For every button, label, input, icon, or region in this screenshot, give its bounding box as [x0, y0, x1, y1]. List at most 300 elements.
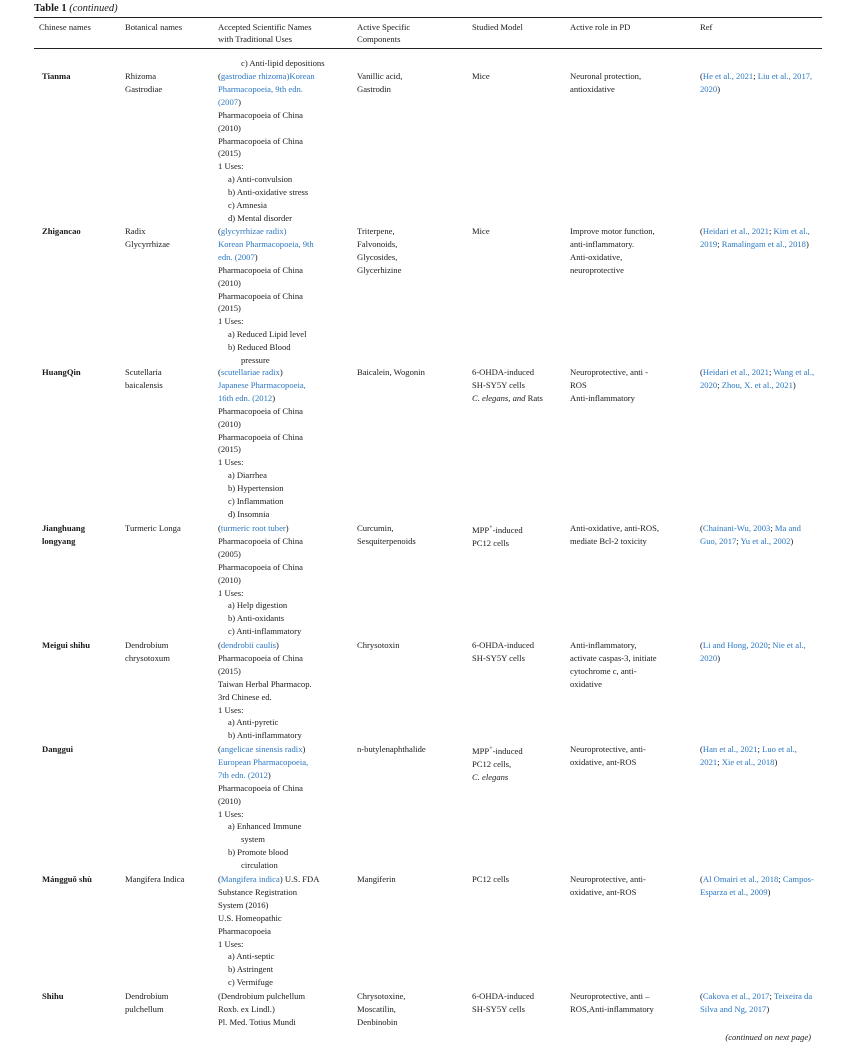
studied-model-line — [472, 70, 567, 83]
active-components-cell: Baicalein, Wogonin — [357, 367, 425, 377]
pharmacopoeia-link: 7th edn. (2012 — [218, 769, 268, 780]
scientific-names-cell — [218, 225, 354, 367]
line-text: c) Inflammation — [228, 496, 284, 507]
reference-punctuation: ( — [700, 226, 703, 236]
continued-footer: (continued on next page) — [725, 1032, 811, 1042]
line-text: 1 Uses: — [218, 161, 244, 172]
studied-model-cell — [472, 225, 567, 238]
reference-cell — [700, 522, 816, 548]
scientific-names-line — [218, 1016, 354, 1029]
model-text: PC12 cells — [472, 537, 510, 548]
pharmacopoeia-link: gastrodiae rhizoma)Korean — [220, 71, 315, 81]
scientific-names-line — [218, 315, 354, 328]
line-text-after: ) — [285, 523, 289, 533]
chinese-name-cell: Danggui — [42, 744, 74, 754]
scientific-names-line — [218, 341, 354, 354]
scientific-names-line — [218, 820, 354, 833]
reference-link[interactable]: Kim et al., 2019 — [700, 226, 810, 249]
superscript: + — [489, 525, 493, 531]
pharmacopoeia-link: dendrobii caulis — [220, 640, 277, 650]
studied-model-line — [472, 379, 567, 392]
scientific-names-line — [218, 912, 354, 925]
scientific-names-line — [218, 186, 354, 199]
botanical-name-cell: Dendrobium pulchellum — [125, 991, 169, 1014]
scientific-names-line — [218, 70, 354, 83]
line-text: (2010) — [218, 574, 241, 585]
scientific-names-line — [218, 625, 354, 638]
line-text: a) Reduced Lipid level — [228, 329, 307, 340]
line-text: Pharmacopoeia — [218, 925, 271, 936]
scientific-names-cell — [218, 743, 354, 872]
reference-punctuation: ; — [717, 238, 722, 249]
superscript: + — [489, 746, 493, 752]
scientific-names-line — [218, 302, 354, 315]
reference-link[interactable]: Luo et al., 2021 — [700, 744, 797, 767]
active-role-cell: Improve motor function, anti-inflammatory. Anti-oxidative, neuroprotective — [570, 226, 655, 275]
reference-punctuation: ( — [700, 640, 703, 650]
active-role-cell: Neuroprotective, anti- oxidative, ant-ROS — [570, 874, 646, 897]
pharmacopoeia-link: 16th edn. (2012 — [218, 392, 273, 403]
scientific-names-line — [218, 899, 354, 912]
active-role-cell: Neuroprotective, anti- oxidative, ant-ROS — [570, 744, 646, 767]
pharmacopoeia-link: Japanese Pharmacopoeia, — [218, 379, 306, 390]
line-text: Pharmacopoeia of China — [218, 431, 303, 442]
pharmacopoeia-link: Pharmacopoeia, 9th edn. — [218, 83, 303, 94]
line-text: ( — [218, 367, 221, 377]
line-text: (2010) — [218, 122, 241, 133]
scientific-names-line — [218, 392, 354, 405]
scientific-names-line — [218, 782, 354, 795]
reference-punctuation: ( — [700, 744, 703, 754]
reference-punctuation: ) — [805, 238, 809, 249]
studied-model-cell — [472, 70, 567, 83]
line-text: (2005) — [218, 548, 241, 559]
reference-punctuation: ; — [778, 874, 783, 884]
model-text: MPP — [472, 524, 490, 535]
pharmacopoeia-link: scutellariae radix — [220, 367, 280, 377]
scientific-names-line — [218, 379, 354, 392]
reference-link[interactable]: Campos-Esparza et al., 2009 — [700, 874, 814, 897]
reference-punctuation: ( — [700, 367, 703, 377]
line-text: b) Anti-oxidants — [228, 613, 285, 624]
botanical-name-cell: Radix Glycyrrhizae — [125, 226, 170, 249]
scientific-names-line — [218, 366, 354, 379]
line-text: (2010) — [218, 795, 241, 806]
scientific-names-cell — [218, 990, 354, 1029]
scientific-names-line — [218, 859, 354, 872]
line-text: b) Astringent — [228, 964, 274, 975]
studied-model-line — [472, 652, 567, 665]
reference-link[interactable]: Xie et al., 2018 — [721, 756, 775, 767]
line-text: Pharmacopoeia of China — [218, 561, 303, 572]
line-text: Pharmacopoeia of China — [218, 652, 303, 663]
line-text: Roxb. ex Lindl.) — [218, 1003, 275, 1014]
chinese-name-cell: Tianma — [42, 71, 71, 81]
scientific-names-line — [218, 277, 354, 290]
chinese-name-cell: HuangQin — [42, 367, 81, 377]
scientific-names-line — [218, 795, 354, 808]
scientific-names-cell — [218, 639, 354, 742]
line-text-after: ) — [267, 769, 271, 780]
scientific-names-line — [218, 482, 354, 495]
studied-model-line — [472, 990, 567, 1003]
reference-punctuation: ( — [700, 523, 703, 533]
line-text: 1 Uses: — [218, 587, 244, 598]
scientific-names-cell — [218, 873, 354, 989]
scientific-names-cell — [218, 522, 354, 638]
scientific-names-line — [218, 495, 354, 508]
scientific-names-line — [218, 109, 354, 122]
reference-link[interactable]: Heidari et al., 2021 — [702, 367, 769, 377]
line-text: 1 Uses: — [218, 938, 244, 949]
chinese-name-cell: Jianghuang longyang — [42, 523, 85, 546]
reference-punctuation: ; — [767, 640, 773, 650]
model-text: SH-SY5Y cells — [472, 1003, 525, 1014]
reference-link[interactable]: Ramalingam et al., 2018 — [721, 238, 806, 249]
line-text: Taiwan Herbal Pharmacop. — [218, 678, 312, 689]
studied-model-cell — [472, 366, 567, 405]
botanical-name-cell: Scutellaria baicalensis — [125, 367, 163, 390]
reference-punctuation: ) — [717, 652, 721, 663]
model-text: SH-SY5Y cells — [472, 379, 525, 390]
header-botanical-names: Botanical names — [125, 22, 183, 32]
reference-punctuation: ; — [753, 71, 758, 81]
active-components-cell: Triterpene, Falvonoids, Glycosides, Glycerhizine — [357, 226, 402, 275]
pharmacopoeia-link: Mangifera indica — [220, 874, 280, 884]
scientific-names-line — [218, 431, 354, 444]
scientific-names-line — [218, 328, 354, 341]
line-text: ( — [218, 523, 221, 533]
scientific-names-cell — [218, 57, 354, 70]
scientific-names-line — [218, 405, 354, 418]
reference-punctuation: ; — [768, 367, 774, 377]
reference-punctuation: ; — [717, 379, 722, 390]
scientific-names-line — [218, 704, 354, 717]
scientific-names-line — [218, 548, 354, 561]
scientific-names-line — [218, 96, 354, 109]
line-text: b) Anti-oxidative stress — [228, 187, 309, 198]
reference-cell — [700, 873, 816, 899]
scientific-names-line — [218, 612, 354, 625]
scientific-names-line — [218, 925, 354, 938]
reference-punctuation: ; — [770, 523, 775, 533]
line-text: Pharmacopoeia of China — [218, 535, 303, 546]
scientific-names-line — [218, 639, 354, 652]
active-components-cell: Curcumin, Sesquiterpenoids — [357, 523, 416, 546]
line-text: ( — [218, 744, 221, 754]
line-text: 1 Uses: — [218, 457, 244, 468]
botanical-name-cell: Turmeric Longa — [125, 523, 181, 533]
line-text: b) Hypertension — [228, 483, 284, 494]
line-text: a) Anti-pyretic — [228, 717, 279, 728]
model-text: 6-OHDA-induced — [472, 991, 535, 1001]
scientific-names-line — [218, 574, 354, 587]
active-components-cell: Vanillic acid, Gastrodin — [357, 71, 403, 94]
active-components-cell: Mangiferin — [357, 874, 396, 884]
reference-punctuation: ; — [768, 226, 774, 236]
reference-punctuation: ( — [700, 71, 703, 81]
header-active-role: Active role in PD — [570, 22, 631, 32]
chinese-name-cell: Shihu — [42, 991, 64, 1001]
chinese-name-cell: Meigui shihu — [42, 640, 90, 650]
reference-punctuation: ; — [736, 535, 741, 546]
reference-punctuation: ; — [769, 991, 774, 1001]
header-studied-model: Studied Model — [472, 22, 523, 32]
line-text: ( — [218, 640, 221, 650]
line-text: Pharmacopoeia of China — [218, 405, 303, 416]
line-text: ( — [218, 71, 221, 81]
table-caption — [34, 2, 118, 15]
scientific-names-line — [218, 469, 354, 482]
pharmacopoeia-link: (2007 — [218, 96, 239, 107]
reference-punctuation: ; — [717, 756, 722, 767]
reference-link[interactable]: He et al., 2021 — [702, 71, 754, 81]
scientific-names-line — [218, 456, 354, 469]
line-text: c) Anti-inflammatory — [228, 626, 302, 637]
line-text-after: ) — [254, 251, 258, 262]
reference-link[interactable]: Nie et al., 2020 — [700, 640, 806, 663]
model-text: PC12 cells — [472, 874, 510, 884]
reference-punctuation: ) — [766, 1003, 770, 1014]
line-text: Substance Registration — [218, 886, 298, 897]
studied-model-cell — [472, 522, 567, 550]
scientific-names-line — [218, 846, 354, 859]
scientific-names-line — [218, 665, 354, 678]
reference-punctuation: ( — [700, 874, 703, 884]
reference-link[interactable]: Ma and Guo, 2017 — [700, 523, 801, 546]
header-rule — [34, 48, 822, 49]
scientific-names-line — [218, 678, 354, 691]
line-text: 1 Uses: — [218, 808, 244, 819]
reference-punctuation: ) — [717, 83, 721, 94]
scientific-names-line — [218, 238, 354, 251]
line-text: (2010) — [218, 418, 241, 429]
active-role-cell: Neuroprotective, anti – ROS,Anti-inflammatory — [570, 991, 654, 1014]
chinese-name-cell: Zhigancao — [42, 226, 81, 236]
header-ref: Ref — [700, 22, 713, 32]
table-continued-note: (continued) — [69, 3, 118, 14]
species-name: C. elegans — [472, 771, 509, 782]
reference-cell — [700, 990, 816, 1016]
line-text: 3rd Chinese ed. — [218, 691, 272, 702]
line-text: c) Amnesia — [228, 200, 267, 211]
scientific-names-line — [218, 418, 354, 431]
scientific-names-line — [218, 990, 354, 1003]
line-text-after: ) — [279, 367, 283, 377]
species-name: C. elegans, and — [472, 392, 526, 403]
reference-link[interactable]: Heidari et al., 2021 — [702, 226, 769, 236]
scientific-names-line — [218, 57, 354, 70]
reference-cell — [700, 639, 816, 665]
studied-model-cell — [472, 743, 567, 784]
line-text: (2015) — [218, 303, 241, 314]
scientific-names-line — [218, 873, 354, 886]
scientific-names-line — [218, 729, 354, 742]
scientific-names-line — [218, 833, 354, 846]
active-components-cell: n-butylenaphthalide — [357, 744, 426, 754]
line-text: Pharmacopoeia of China — [218, 135, 303, 146]
studied-model-line — [472, 743, 567, 758]
line-text: 1 Uses: — [218, 704, 244, 715]
model-text: Mice — [472, 71, 490, 81]
model-text: 6-OHDA-induced — [472, 367, 535, 377]
header-scientific-names: Accepted Scientific Names with Traditional Uses — [218, 22, 312, 44]
active-role-cell: Anti-oxidative, anti-ROS, mediate Bcl-2 toxicity — [570, 523, 660, 546]
pharmacopoeia-link: glycyrrhizae radix) — [220, 226, 287, 236]
scientific-names-line — [218, 522, 354, 535]
scientific-names-line — [218, 716, 354, 729]
scientific-names-line — [218, 652, 354, 665]
line-text: a) Help digestion — [228, 600, 288, 611]
studied-model-line — [472, 522, 567, 537]
scientific-names-line — [218, 212, 354, 225]
scientific-names-line — [218, 83, 354, 96]
line-text: pressure — [241, 355, 270, 366]
reference-punctuation: ) — [792, 379, 796, 390]
top-rule — [34, 17, 822, 18]
reference-link[interactable]: Zhou, X. et al., 2021 — [721, 379, 793, 390]
studied-model-line — [472, 771, 567, 784]
line-text: U.S. Homeopathic — [218, 912, 282, 923]
active-components-cell: Chrysotoxin — [357, 640, 400, 650]
line-text: (2015) — [218, 148, 241, 159]
reference-link[interactable]: Chainani-Wu, 2003 — [702, 523, 771, 533]
reference-punctuation: ) — [767, 886, 771, 897]
line-text: (2015) — [218, 444, 241, 455]
scientific-names-cell — [218, 366, 354, 521]
scientific-names-line — [218, 508, 354, 521]
model-text: 6-OHDA-induced — [472, 640, 535, 650]
active-components-cell: Chrysotoxine, Moscatilin, Denbinobin — [357, 991, 406, 1027]
scientific-names-line — [218, 769, 354, 782]
scientific-names-line — [218, 251, 354, 264]
line-text: (2015) — [218, 665, 241, 676]
scientific-names-line — [218, 443, 354, 456]
reference-link[interactable]: Al Omairi et al., 2018 — [702, 874, 779, 884]
scientific-names-line — [218, 535, 354, 548]
active-role-cell: Neuroprotective, anti - ROS Anti-inflammatory — [570, 367, 649, 403]
model-text: PC12 cells, — [472, 758, 512, 769]
studied-model-line — [472, 639, 567, 652]
line-text-after: ) U.S. FDA — [279, 874, 320, 884]
chinese-name-cell: Mángguǒ shù — [42, 874, 92, 884]
model-text: SH-SY5Y cells — [472, 652, 525, 663]
studied-model-line — [472, 1003, 567, 1016]
scientific-names-line — [218, 135, 354, 148]
scientific-names-line — [218, 950, 354, 963]
line-text: d) Insomnia — [228, 508, 270, 519]
scientific-names-line — [218, 963, 354, 976]
line-text-after: ) — [276, 640, 279, 650]
studied-model-cell — [472, 873, 567, 886]
scientific-names-line — [218, 199, 354, 212]
scientific-names-line — [218, 1003, 354, 1016]
line-text: b) Anti-inflammatory — [228, 730, 302, 741]
line-text: a) Diarrhea — [228, 470, 267, 481]
table-label: Table 1 — [34, 3, 67, 14]
header-active-components: Active Specific Components — [357, 22, 411, 44]
scientific-names-line — [218, 808, 354, 821]
scientific-names-line — [218, 976, 354, 989]
reference-link[interactable]: Li and Hong, 2020 — [702, 640, 768, 650]
line-text: a) Anti-convulsion — [228, 174, 293, 185]
reference-punctuation: ) — [790, 535, 794, 546]
line-text: (2010) — [218, 277, 241, 288]
studied-model-line — [472, 225, 567, 238]
studied-model-line — [472, 537, 567, 550]
reference-punctuation: ; — [757, 744, 763, 754]
active-role-cell: Neuronal protection, antioxidative — [570, 71, 642, 94]
studied-model-line — [472, 758, 567, 771]
reference-link[interactable]: Teixeira da Silva and Ng, 2017 — [700, 991, 813, 1014]
active-role-cell: Anti-inflammatory, activate caspas-3, initiate cytochrome c, anti- oxidative — [570, 640, 657, 689]
header-chinese-names: Chinese names — [39, 22, 91, 32]
line-text: a) Anti-septic — [228, 951, 275, 962]
model-text: MPP — [472, 745, 490, 756]
line-text: b) Reduced Blood — [228, 342, 291, 353]
line-text: c) Vermifuge — [228, 977, 273, 988]
reference-cell — [700, 743, 816, 769]
reference-link[interactable]: Yu et al., 2002 — [740, 535, 791, 546]
reference-cell — [700, 366, 816, 392]
line-text: b) Promote blood — [228, 847, 289, 858]
line-text: Pl. Med. Totius Mundi — [218, 1016, 296, 1027]
reference-link[interactable]: Liu et al., 2017, 2020 — [700, 71, 813, 94]
scientific-names-line — [218, 599, 354, 612]
scientific-names-line — [218, 587, 354, 600]
line-text: (Dendrobium pulchellum — [218, 991, 306, 1001]
scientific-names-line — [218, 160, 354, 173]
model-text-after: -induced — [492, 745, 523, 756]
line-text-after: ) — [302, 744, 306, 754]
line-text: ( — [218, 226, 221, 236]
scientific-names-line — [218, 264, 354, 277]
scientific-names-line — [218, 743, 354, 756]
line-text: 1 Uses: — [218, 316, 244, 327]
reference-cell — [700, 225, 816, 251]
model-text: Mice — [472, 226, 490, 236]
line-text: ( — [218, 874, 221, 884]
model-text-after: -induced — [492, 524, 523, 535]
reference-link[interactable]: Wang et al., 2020 — [700, 367, 815, 390]
line-text: a) Enhanced Immune — [228, 821, 302, 832]
line-text: c) Anti-lipid depositions — [241, 58, 325, 68]
scientific-names-line — [218, 938, 354, 951]
scientific-names-line — [218, 290, 354, 303]
line-text: circulation — [241, 860, 278, 871]
reference-cell — [700, 70, 816, 96]
scientific-names-line — [218, 225, 354, 238]
scientific-names-cell — [218, 70, 354, 225]
pharmacopoeia-link: turmeric root tuber — [220, 523, 286, 533]
studied-model-line — [472, 366, 567, 379]
botanical-name-cell: Dendrobium chrysotoxum — [125, 640, 170, 663]
line-text: Pharmacopoeia of China — [218, 109, 303, 120]
studied-model-cell — [472, 639, 567, 665]
reference-punctuation: ) — [774, 756, 778, 767]
reference-punctuation: ( — [700, 991, 703, 1001]
reference-link[interactable]: Cakova et al., 2017 — [702, 991, 770, 1001]
scientific-names-line — [218, 122, 354, 135]
reference-link[interactable]: Han et al., 2021 — [702, 744, 758, 754]
studied-model-line — [472, 873, 567, 886]
line-text: system — [241, 834, 265, 845]
botanical-name-cell: Rhizoma Gastrodiae — [125, 71, 163, 94]
scientific-names-line — [218, 561, 354, 574]
botanical-name-cell: Mangifera Indica — [125, 874, 185, 884]
line-text: Pharmacopoeia of China — [218, 290, 303, 301]
scientific-names-line — [218, 886, 354, 899]
